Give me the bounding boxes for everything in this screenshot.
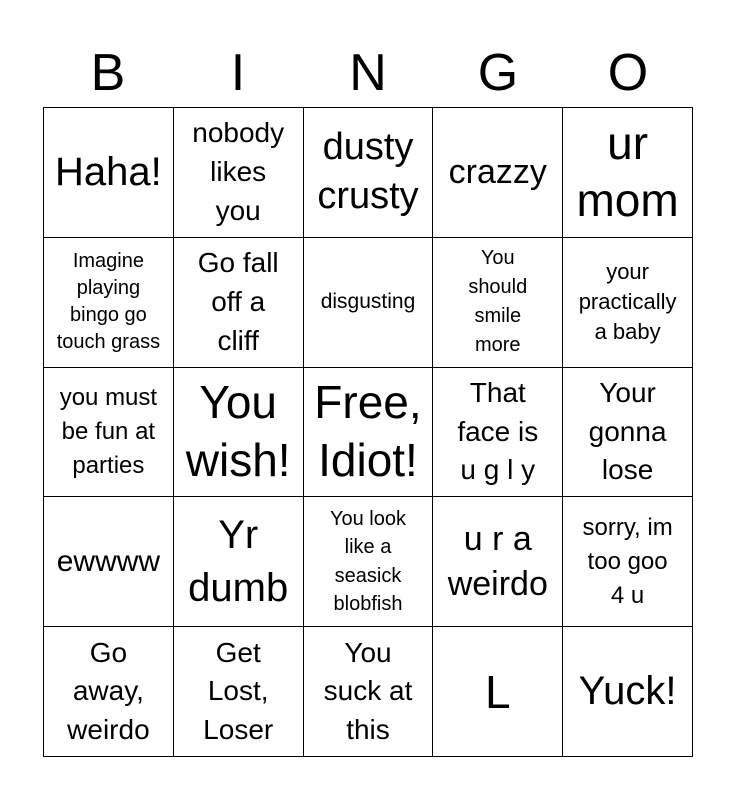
bingo-cell[interactable] — [563, 238, 693, 368]
cell-text: crazzy — [448, 153, 547, 192]
cell-text: You wish! — [185, 376, 291, 486]
cell-text: Haha! — [55, 150, 162, 195]
cell-text: You suck at this — [323, 636, 413, 745]
bingo-cell[interactable] — [44, 497, 174, 627]
cell-text: ewwww — [56, 544, 161, 578]
bingo-cell[interactable] — [563, 368, 693, 498]
bingo-cell[interactable] — [563, 627, 693, 757]
bingo-cell[interactable] — [563, 108, 693, 238]
bingo-cell[interactable] — [174, 368, 304, 498]
bingo-cell[interactable] — [44, 368, 174, 498]
bingo-cell[interactable] — [304, 627, 434, 757]
cell-text: Get Lost, Loser — [203, 636, 274, 745]
cell-text: Free, Idiot! — [314, 376, 422, 486]
header-letter-i: I — [230, 44, 246, 102]
bingo-header — [43, 42, 693, 104]
bingo-cell[interactable] — [174, 497, 304, 627]
header-letter-o: O — [607, 44, 649, 102]
cell-text: u r a weirdo — [447, 519, 548, 603]
bingo-cell[interactable] — [304, 238, 434, 368]
bingo-cell[interactable] — [304, 108, 434, 238]
bingo-cell[interactable] — [563, 497, 693, 627]
bingo-cell[interactable] — [44, 238, 174, 368]
bingo-cell[interactable] — [433, 627, 563, 757]
header-letter-b: B — [90, 44, 126, 102]
bingo-cell[interactable] — [44, 627, 174, 757]
cell-text: Your gonna lose — [588, 377, 667, 486]
cell-text: disgusting — [320, 290, 416, 314]
bingo-cell[interactable] — [174, 108, 304, 238]
bingo-cell[interactable] — [174, 238, 304, 368]
bingo-card-grid — [43, 107, 693, 757]
bingo-cell[interactable] — [304, 368, 434, 498]
cell-text: You look like a seasick blobfish — [329, 508, 406, 616]
cell-text: nobody likes you — [192, 117, 285, 226]
cell-text: dusty crusty — [317, 126, 419, 218]
bingo-cell[interactable] — [174, 627, 304, 757]
bingo-cell[interactable] — [433, 368, 563, 498]
bingo-cell[interactable] — [433, 108, 563, 238]
cell-text: sorry, im too goo 4 u — [582, 513, 673, 609]
cell-text: Yuck! — [578, 669, 677, 714]
cell-text: Go fall off a cliff — [197, 247, 279, 356]
bingo-cell[interactable] — [433, 497, 563, 627]
cell-text: You should smile more — [468, 247, 528, 357]
bingo-cell[interactable] — [304, 497, 434, 627]
header-letter-n: N — [349, 44, 387, 102]
cell-text: That face is u g l y — [457, 377, 539, 486]
cell-text: you must be fun at parties — [59, 383, 158, 480]
cell-text: Yr dumb — [188, 512, 289, 610]
cell-text: ur mom — [576, 116, 679, 227]
cell-text: Go away, weirdo — [67, 636, 150, 745]
bingo-cell[interactable] — [44, 108, 174, 238]
bingo-cell[interactable] — [433, 238, 563, 368]
cell-text: your practically a baby — [578, 258, 677, 345]
cell-text: Imagine playing bingo go touch grass — [56, 250, 161, 354]
cell-text: L — [484, 665, 511, 718]
header-letter-g: G — [477, 44, 519, 102]
